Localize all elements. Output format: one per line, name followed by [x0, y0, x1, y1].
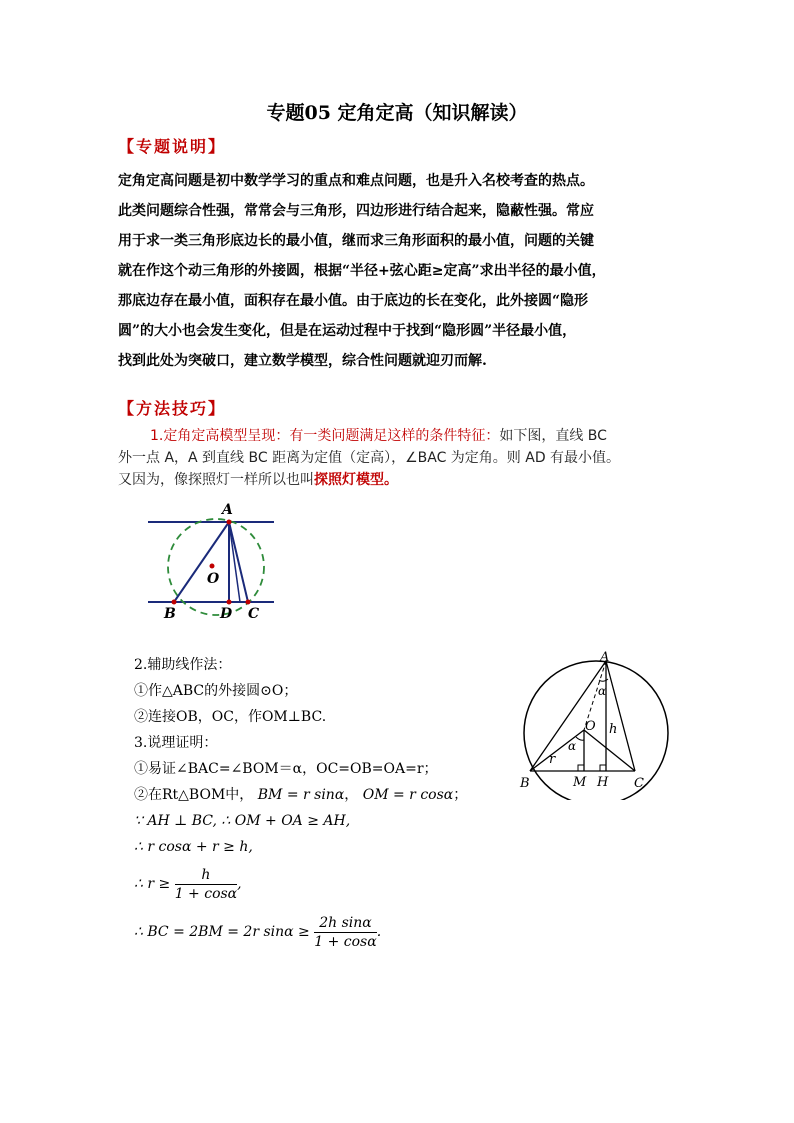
angle-arc-a: [599, 679, 608, 681]
searchlight-model-term: 探照灯模型。: [314, 472, 398, 488]
label-h-height: h: [609, 722, 618, 737]
section-heading-description: 【专题说明】: [118, 137, 227, 156]
description-line: 那底边存在最小值，面积存在最小值。由于底边的长在变化，此外接圆“隐形: [118, 293, 589, 309]
description-line: 定角定高问题是初中数学学习的重点和难点问题，也是升入名校考查的热点。: [118, 173, 594, 189]
step-3-heading: 3.说理证明：: [134, 735, 218, 751]
equation-4: ∴ BC = 2BM = 2r sinα ≥ $\frac{\text{2h sinα}}{1 + \cos\alpha}$ .: [134, 914, 382, 950]
equation-om: OM = r cosα: [362, 787, 454, 803]
segment-ab: [530, 661, 606, 771]
fraction-r: $\frac{h}{1 + \cos\alpha}$: [174, 866, 238, 902]
circumcircle: [524, 661, 668, 800]
segment-ac: [606, 661, 635, 771]
description-line: 圆”的大小也会发生变化，但是在运动过程中于找到“隐形圆”半径最小值，: [118, 323, 577, 339]
step-3a: ①易证∠BAC=∠BOM＝α，OC=OB=OA=r；: [134, 761, 438, 777]
section-heading-method: 【方法技巧】: [118, 399, 227, 418]
step-2a: ①作△ABC的外接圆⊙O；: [134, 683, 298, 699]
label-r: r: [549, 752, 556, 767]
label-d: D: [220, 606, 233, 622]
equation-2: ∴ r cosα + r ≥ h,: [134, 839, 253, 855]
method-line-2: 外一点 A，A 到直线 BC 距离为定值（定高），∠BAC 为定角。则 AD 有最小值。: [118, 450, 621, 466]
label-b: B: [164, 606, 176, 622]
method-line-1: 1.定角定高模型呈现：有一类问题满足这样的条件特征：如下图，直线 BC: [150, 428, 607, 444]
point-b: [172, 600, 177, 605]
label-o: O: [207, 571, 220, 587]
label-o: O: [585, 719, 596, 734]
angle-arc-o: [576, 737, 584, 740]
page-title: 专题05 定角定高（知识解读）: [266, 102, 528, 124]
right-angle-mark-h: [600, 765, 606, 771]
equation-3: ∴ r ≥ $\frac{h}{1 + \cos\alpha}$ ,: [134, 866, 242, 902]
label-m: M: [573, 775, 587, 790]
searchlight-model-diagram: [140, 498, 285, 626]
label-c: C: [634, 776, 644, 791]
method-intro-highlight: 1.定角定高模型呈现：有一类问题满足这样的条件特征：: [150, 428, 500, 444]
label-b: B: [520, 776, 530, 791]
description-line: 用于求一类三角形底边长的最小值，继而求三角形面积的最小值，问题的关键: [118, 233, 594, 249]
description-line: 找到此处为突破口，建立数学模型，综合性问题就迎刃而解.: [118, 353, 487, 369]
point-o: [210, 564, 215, 569]
label-c: C: [248, 606, 260, 622]
description-line: 此类问题综合性强，常常会与三角形，四边形进行结合起来，隐蔽性强。常应: [118, 203, 594, 219]
point-d: [227, 600, 232, 605]
method-line-3: 又因为，像探照灯一样所以也叫探照灯模型。: [118, 472, 398, 488]
step-3b: ②在Rt△BOM中， BM = r sinα， OM = r cosα；: [134, 787, 468, 803]
equation-bm: BM = r sinα: [257, 787, 345, 803]
description-paragraph: [118, 166, 678, 376]
description-line: 就在作这个动三角形的外接圆，根据“半径+弦心距≥定高”求出半径的最小值，: [118, 263, 606, 279]
fraction-bc: $\frac{\text{2h sinα}}{1 + \cos\alpha}$: [314, 914, 377, 950]
label-a: A: [222, 502, 233, 518]
label-alpha-a: α: [598, 684, 607, 698]
equation-1: ∵ AH ⊥ BC, ∴ OM + OA ≥ AH,: [134, 813, 351, 829]
method-paragraph: [118, 425, 694, 491]
point-c: [246, 600, 251, 605]
circumcircle-construction-diagram: [508, 650, 698, 800]
right-angle-mark-m: [578, 765, 584, 771]
step-2-heading: 2.辅助线作法：: [134, 657, 232, 673]
label-alpha-o: α: [568, 739, 577, 753]
construction-and-proof: [134, 652, 494, 956]
segment-ab: [174, 522, 229, 602]
point-a: [227, 520, 232, 525]
label-a: A: [600, 650, 610, 665]
step-2b: ②连接OB，OC，作OM⊥BC.: [134, 709, 327, 725]
label-h: H: [597, 775, 609, 790]
